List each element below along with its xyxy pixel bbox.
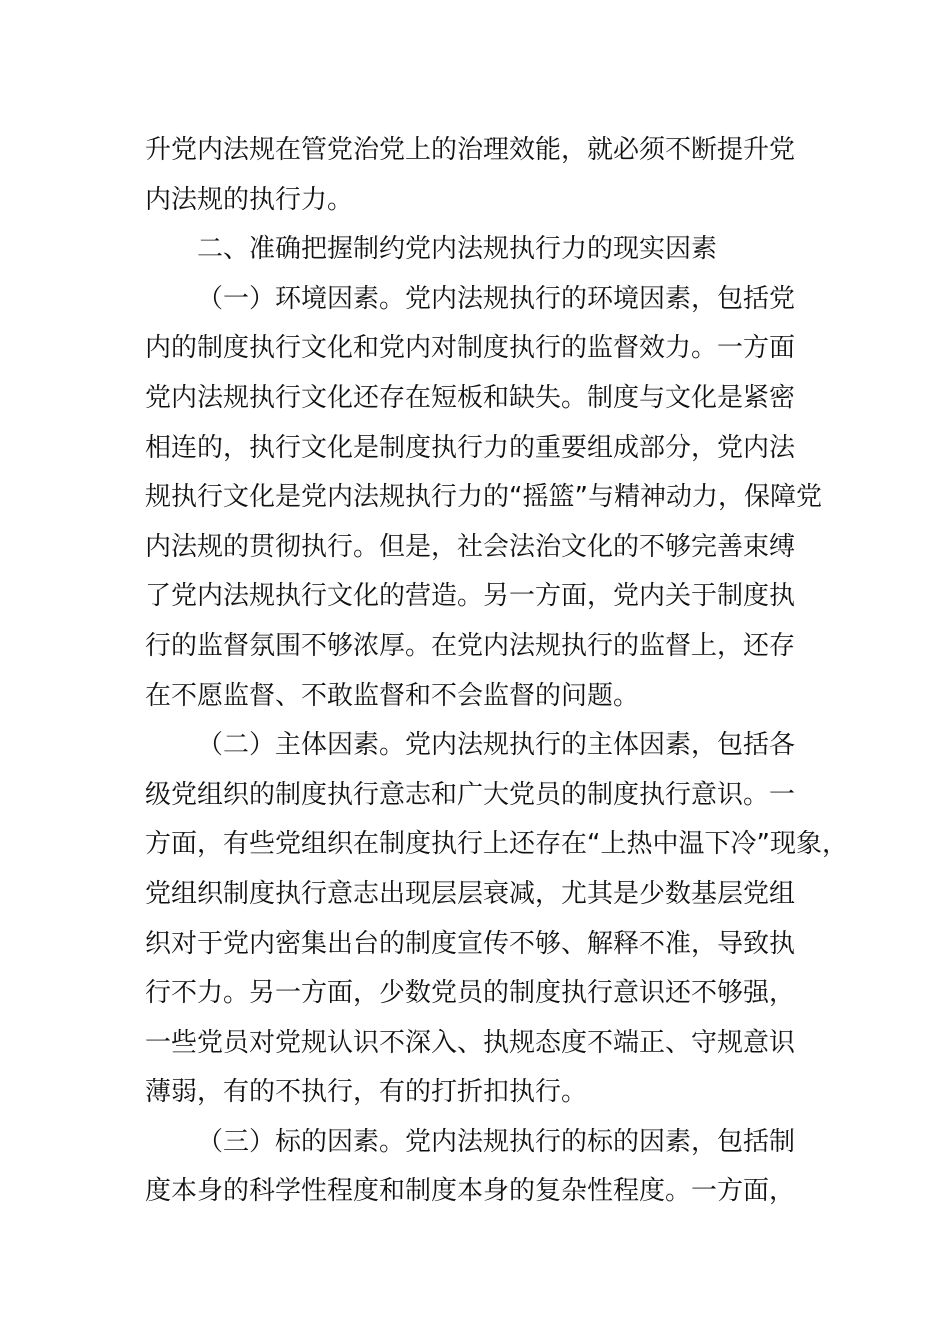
subsection-heading-line: （一）环境因素。党内法规执行的环境因素，包括党	[197, 283, 796, 314]
section-heading: 二、准确把握制约党内法规执行力的现实因素	[197, 234, 718, 265]
text-line: 薄弱，有的不执行，有的打折扣执行。	[145, 1077, 588, 1108]
text-line: 党组织制度执行意志出现层层衰减，尤其是少数基层党组	[145, 878, 796, 909]
text-line: 升党内法规在管党治党上的治理效能，就必须不断提升党	[145, 135, 796, 165]
text-line: 方面，有些党组织在制度执行上还存在“上热中温下冷”现象，	[145, 829, 848, 860]
text-line: 级党组织的制度执行意志和广大党员的制度执行意识。一	[145, 779, 796, 810]
text-line: 内的制度执行文化和党内对制度执行的监督效力。一方面	[145, 333, 796, 364]
text-line: 党内法规执行文化还存在短板和缺失。制度与文化是紧密	[145, 382, 796, 413]
text-line: 度本身的科学性程度和制度本身的复杂性程度。一方面，	[145, 1176, 796, 1207]
subsection-heading-line: （二）主体因素。党内法规执行的主体因素，包括各	[197, 730, 796, 761]
text-line: 一些党员对党规认识不深入、执规态度不端正、守规意识	[145, 1027, 796, 1058]
text-line: 内法规的执行力。	[145, 184, 354, 215]
text-line: 在不愿监督、不敢监督和不会监督的问题。	[145, 680, 640, 711]
text-line: 相连的，执行文化是制度执行力的重要组成部分，党内法	[145, 432, 796, 463]
text-line: 行不力。另一方面，少数党员的制度执行意识还不够强，	[145, 978, 796, 1009]
text-line: 织对于党内密集出台的制度宣传不够、解释不准，导致执	[145, 928, 796, 959]
subsection-heading-line: （三）标的因素。党内法规执行的标的因素，包括制	[197, 1126, 796, 1157]
text-line: 了党内法规执行文化的营造。另一方面，党内关于制度执	[145, 581, 796, 612]
document-body	[145, 126, 848, 1217]
text-line: 规执行文化是党内法规执行力的“摇篮”与精神动力，保障党	[145, 482, 822, 513]
text-line: 内法规的贯彻执行。但是，社会法治文化的不够完善束缚	[145, 531, 796, 562]
text-line: 行的监督氛围不够浓厚。在党内法规执行的监督上，还存	[145, 630, 796, 661]
